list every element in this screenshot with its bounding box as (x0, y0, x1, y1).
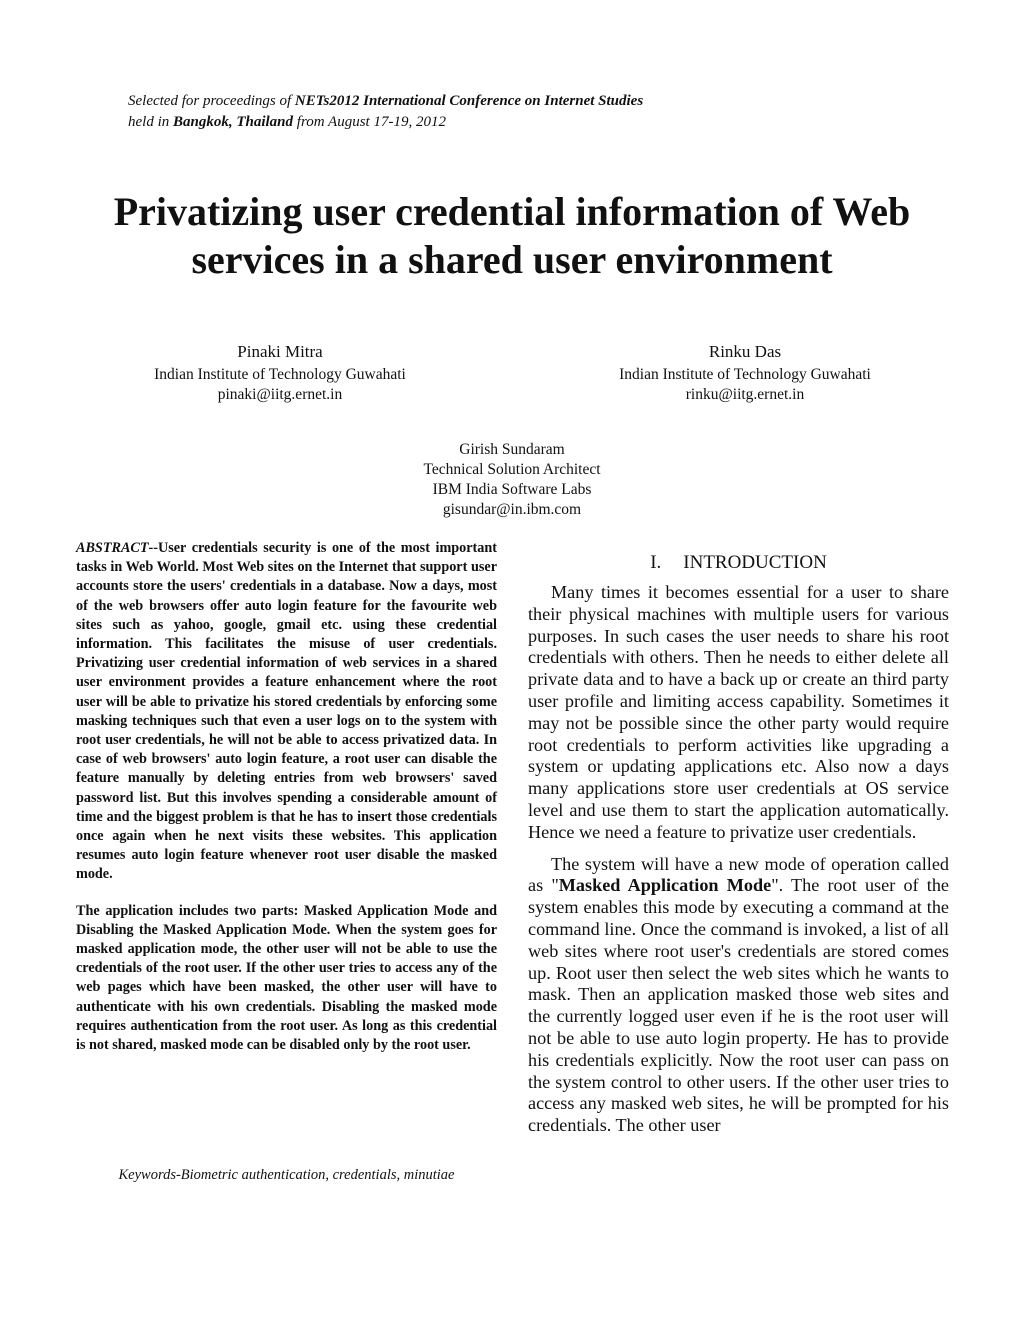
intro-paragraph-1: Many times it becomes essential for a user to share their physical machines with multiple users for various purposes. In such cases the user needs to share his root credentials with others. Then he needs to either delete all private data and to have a back up or create an third party user profile and limiting access capability. Sometimes it may not be possible since the other party would require root credentials to perform activities like upgrading a system or updating applications etc. Also now a days many applications store user credentials at OS service level and use them to start the application automatically. Hence we need a feature to privatize user credentials. (528, 582, 949, 842)
abstract (76, 539, 497, 1072)
section-number: I. (650, 552, 662, 573)
section-title: INTRODUCTION (683, 552, 827, 573)
section-heading (528, 551, 949, 575)
introduction-section (528, 551, 949, 1147)
masked-mode-term: Masked Application Mode (558, 875, 772, 896)
intro-paragraph-2: The system will have a new mode of operation called as "Masked Application Mode". The root user of the system enables this mode by executing a command at the command line. Once the command is invoked, a list of all web sites where root user's credentials are stored comes up. Root user then select the web sites which he wants to mask. Then an application masked those web sites and the currently logged user even if he is the root user will not be able to use auto login property. He has to provide his credentials explicitly. Now the root user can pass on the system control to other users. If the other user tries to access any masked web sites, he will be prompted for his credentials. The other user (528, 853, 950, 1136)
author-block-1 (128, 342, 432, 405)
header-line-2: held in Bangkok, Thailand from August 17-19, 2012 (128, 114, 446, 130)
author-name: Girish Sundaram (459, 441, 565, 458)
author-name: Pinaki Mitra (237, 342, 323, 361)
author-affiliation: IBM India Software Labs (432, 481, 592, 498)
header-line-1: Selected for proceedings of NETs2012 International Conference on Internet Studies (128, 93, 644, 109)
author-block-2 (592, 342, 898, 405)
conference-header (128, 91, 643, 133)
author-email: pinaki@iitg.ernet.in (217, 386, 343, 403)
author-affiliation: Indian Institute of Technology Guwahati (619, 366, 871, 383)
abstract-paragraph-2: The application includes two parts: Masked Application Mode and Disabling the Masked Application Mode. When the system goes for masked application mode, the other user will not be able to use the credentials of the root user. If the other user tries to access any of the web pages which have been masked, the other user will have to authenticate with his own credentials. Disabling the masked mode requires authentication from the root user. As long as this credential is not shared, masked mode can be disabled only by the root user. (76, 902, 497, 1054)
author-role: Technical Solution Architect (423, 461, 601, 478)
keywords: Keywords-Biometric authentication, credentials, minutiae (118, 1167, 455, 1183)
author-block-3 (362, 440, 662, 520)
paper-title: Privatizing user credential information of Web services in a shared user environment (113, 189, 911, 282)
author-email: gisundar@in.ibm.com (442, 501, 582, 518)
author-email: rinku@iitg.ernet.in (685, 386, 805, 403)
author-name: Rinku Das (708, 342, 782, 361)
abstract-label: ABSTRACT (76, 540, 149, 556)
author-affiliation: Indian Institute of Technology Guwahati (154, 366, 406, 383)
abstract-paragraph-1: ABSTRACT--User credentials security is one of the most important tasks in Web World. Most Web sites on the Internet that support user accounts store the users' credentials in a database. Now a days, most of the web browsers offer auto login feature for the favourite web sites such as yahoo, google, gmail etc. using these credential information. This facilitates the misuse of user credentials. Privatizing user credential information of web services in a shared user environment provides a feature enhancement where the root user will be able to privatize his stored credentials by enforcing some masking techniques such that even a user logs on to the system with root user credentials, he will not be able to access privatized data. In case of web browsers' auto login feature, a root user can disable the feature manually by deleting entries from web browsers' saved password list. But this involves spending a considerable amount of time and the biggest problem is that he has to insert those credentials once again when he next visits these websites. This application resumes auto login feature whenever root user disable the masked mode. (76, 540, 497, 883)
